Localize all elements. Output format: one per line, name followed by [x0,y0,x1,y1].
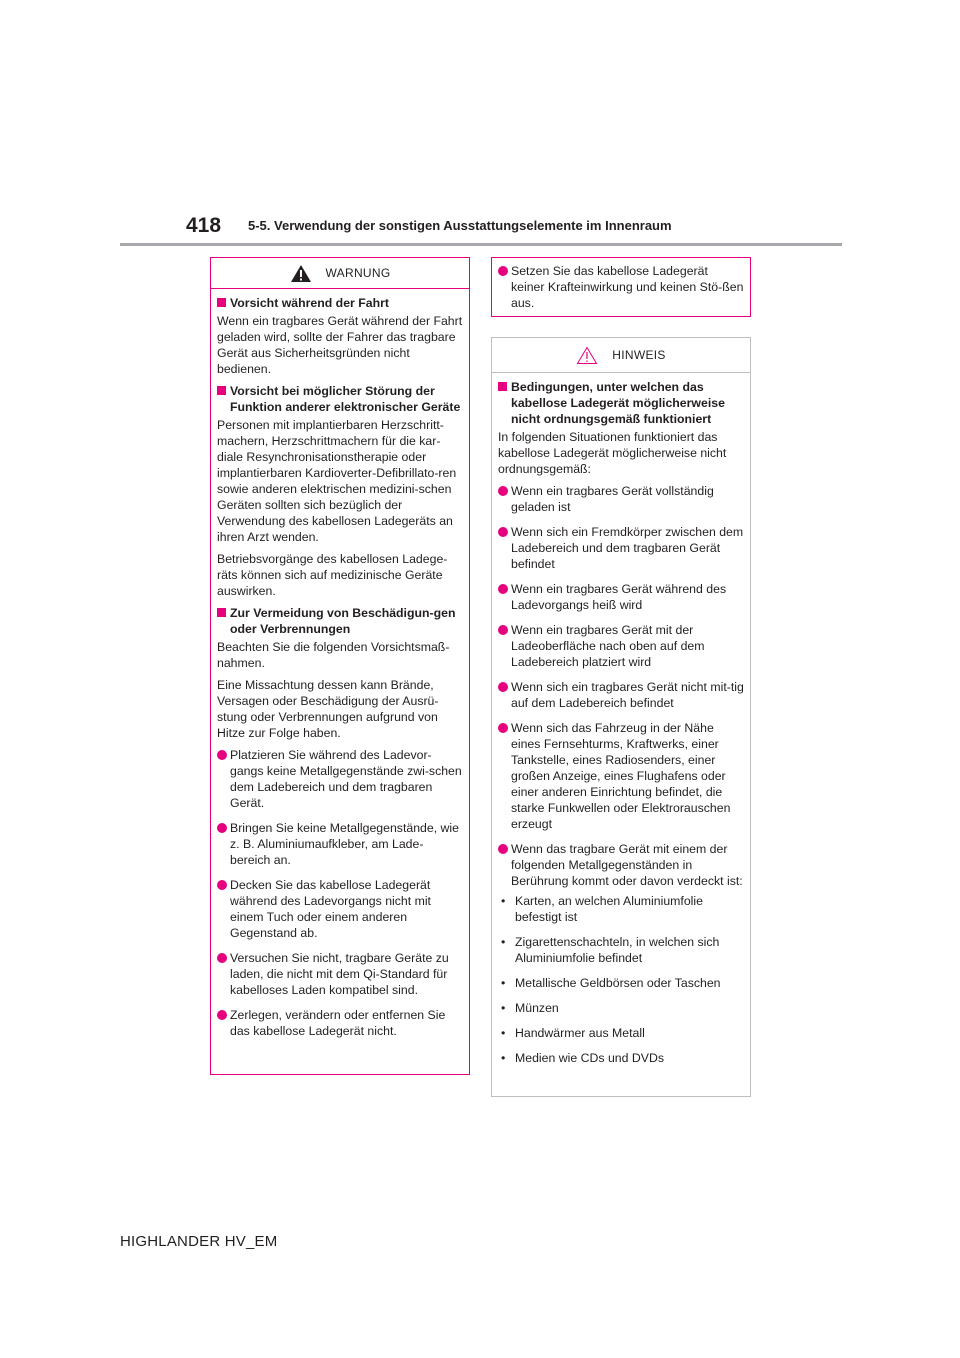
round-bullet-icon [217,1010,227,1020]
notice-bullet: Wenn ein tragbares Gerät während des Ladevorgangs heiß wird [498,581,744,613]
notice-sub-item: • Zigarettenschachteln, in welchen sich Aluminiumfolie befindet [501,935,720,965]
footer-model-name: HIGHLANDER HV_EM [120,1233,278,1250]
square-bullet-icon [217,386,226,395]
warning-bullet: Versuchen Sie nicht, tragbare Geräte zu laden, die nicht mit dem Qi-Standard für kabelloses Laden kompatibel sind. [217,950,463,998]
warning-bullet: Setzen Sie das kabellose Ladegerät keiner Krafteinwirkung und keinen Stö-ßen aus. [498,263,744,311]
notice-bullet: Wenn das tragbare Gerät mit einem der folgenden Metallgegenständen in Berührung kommt oder davon verdeckt ist: [498,841,744,889]
warning-box [210,257,470,1075]
round-bullet-icon [217,750,227,760]
round-bullet-icon [217,823,227,833]
notice-sub-item: • Münzen [501,1001,559,1015]
warning-section-title: Vorsicht während der Fahrt [217,295,463,311]
warning-paragraph: Beachten Sie die folgenden Vorsichtsmaß-nahmen. [217,640,450,670]
round-bullet-icon [498,682,508,692]
warning-section-title: Vorsicht bei möglicher Störung der Funktion anderer elektronischer Geräte [217,383,463,415]
round-bullet-icon [498,584,508,594]
warning-bullet: Platzieren Sie während des Ladevor-gangs keine Metallgegenstände zwi-schen dem Ladebereich und dem tragbaren Gerät. [217,747,463,811]
warning-triangle-icon [290,264,312,283]
notice-bullet: Wenn sich ein tragbares Gerät nicht mit-tig auf dem Ladebereich befindet [498,679,744,711]
sub-bullet-marker: • [501,1026,506,1040]
notice-sub-item: • Metallische Geldbörsen oder Taschen [501,976,721,990]
warning-paragraph: Betriebsvorgänge des kabellosen Ladege-räts können sich auf medizinische Geräte auswirken. [217,552,448,598]
round-bullet-icon [498,266,508,276]
warning-paragraph: Personen mit implantierbaren Herzschritt-machern, Herzschrittmachern für die kar-diale Resynchronisationstherapie oder implantierbaren Kardioverter-Defibrillato-ren sowie anderen elektrischen medizini-schen Geräten sollten sich bezüglich der Verwendung des kabellosen Ladegeräts an ihren Arzt wenden. [217,418,457,544]
square-bullet-icon [498,382,507,391]
notice-sub-item: • Medien wie CDs und DVDs [501,1051,664,1065]
round-bullet-icon [498,486,508,496]
sub-bullet-marker: • [501,976,506,990]
sub-bullet-marker: • [501,894,506,908]
warning-paragraph: Eine Missachtung dessen kann Brände, Versagen oder Beschädigung der Ausrü-stung oder Verbrennungen aufgrund von Hitze zur Folge haben. [217,678,439,740]
chapter-title: 5-5. Verwendung der sonstigen Ausstattungselemente im Innenraum [248,218,672,233]
warning-paragraph: Wenn ein tragbares Gerät während der Fahrt geladen wird, sollte der Fahrer das tragbare Gerät aus Sicherheitsgründen nicht bedienen. [217,314,463,376]
notice-sub-item: • Handwärmer aus Metall [501,1026,645,1040]
notice-bullet: Wenn sich ein Fremdkörper zwischen dem Ladebereich und dem tragbaren Gerät befindet [498,524,744,572]
warning-label: WARNUNG [325,266,391,280]
notice-section-title: Bedingungen, unter welchen das kabellose Ladegerät möglicherweise nicht ordnungsgemäß funktioniert [498,379,744,427]
warning-bullet: Decken Sie das kabellose Ladegerät während des Ladevorgangs nicht mit einem Tuch oder einem anderen Gegenstand ab. [217,877,463,941]
round-bullet-icon [217,953,227,963]
notice-sub-item: • Karten, an welchen Aluminiumfolie befestigt ist [501,894,703,924]
notice-box-body [492,373,750,1066]
notice-label: HINWEIS [612,348,666,362]
warning-bullet: Zerlegen, verändern oder entfernen Sie das kabellose Ladegerät nicht. [217,1007,463,1039]
round-bullet-icon [498,723,508,733]
warning-section-title: Zur Vermeidung von Beschädigun-gen oder Verbrennungen [217,605,463,637]
warning-bullet: Bringen Sie keine Metallgegenstände, wie z. B. Aluminiumaufkleber, am Lade-bereich an. [217,820,463,868]
notice-box [491,337,751,1097]
round-bullet-icon [498,844,508,854]
page-number: 418 [186,214,222,237]
notice-intro: In folgenden Situationen funktioniert das kabellose Ladegerät möglicherweise nicht ordnungsgemäß: [498,430,727,476]
header-rule [120,243,842,246]
warning-box-body [211,289,469,1039]
warning-continued-box [491,257,751,317]
sub-bullet-marker: • [501,935,506,949]
notice-bullet: Wenn sich das Fahrzeug in der Nähe eines Fernsehturms, Kraftwerks, einer Tankstelle, eines Radiosenders, einer großen Anzeige, eines Flughafens oder einer anderen Einrichtung befindet, die starke Funkwellen oder Elektrorauschen erzeugt [498,720,744,832]
sub-bullet-marker: • [501,1051,506,1065]
sub-bullet-marker: • [501,1001,506,1015]
round-bullet-icon [498,625,508,635]
notice-bullet: Wenn ein tragbares Gerät mit der Ladeoberfläche nach oben auf dem Ladebereich platziert wird [498,622,744,670]
square-bullet-icon [217,298,226,307]
square-bullet-icon [217,608,226,617]
notice-bullet: Wenn ein tragbares Gerät vollständig geladen ist [498,483,744,515]
notice-triangle-icon [576,346,598,365]
round-bullet-icon [217,880,227,890]
round-bullet-icon [498,527,508,537]
notice-box-header [492,338,750,373]
warning-box-header [211,258,469,289]
